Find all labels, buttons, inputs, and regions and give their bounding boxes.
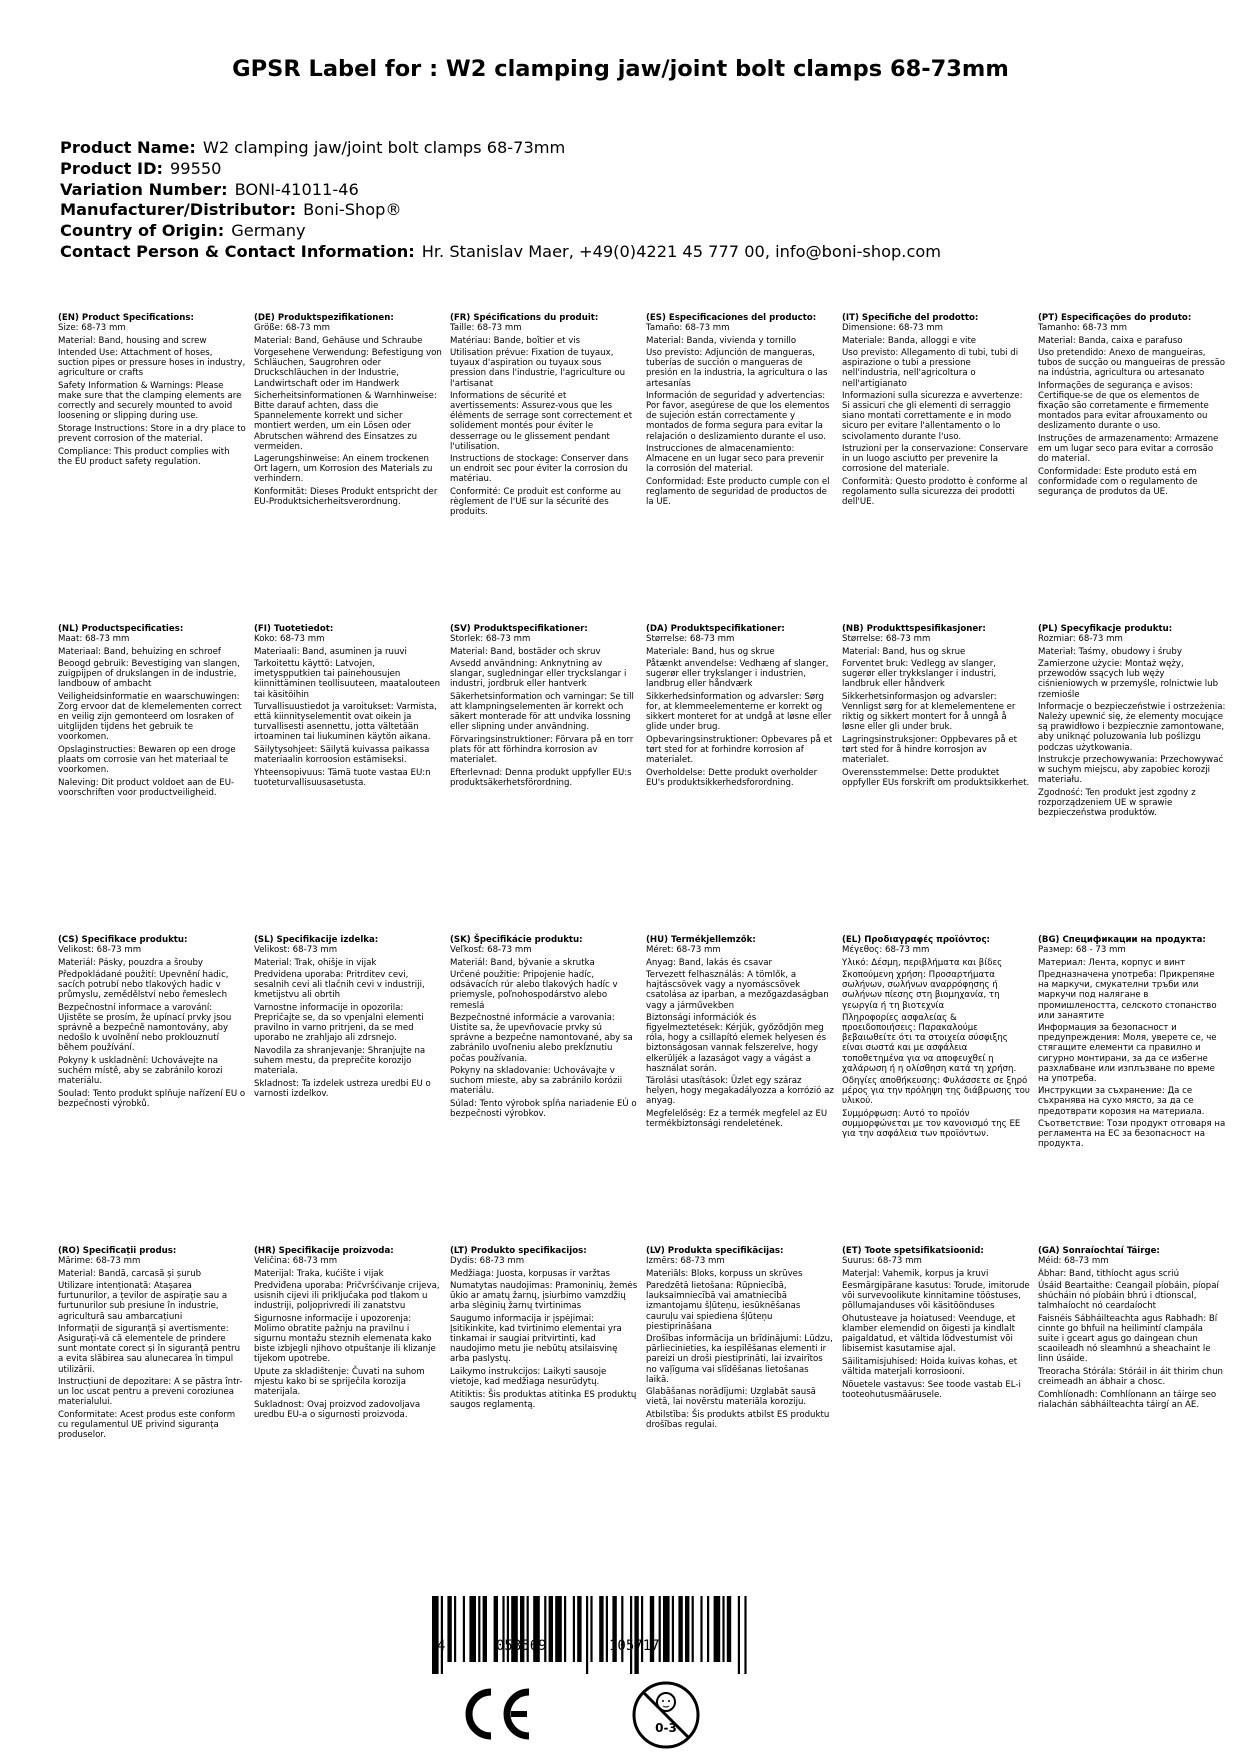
spec-block-ro xyxy=(58,1246,246,1443)
spec-paragraph: Pokyny na skladovanie: Uchovávajte v suchom mieste, aby sa zabránilo korózii materiálu. xyxy=(450,1066,623,1097)
spec-paragraph: Velikost: 68-73 mm xyxy=(58,945,142,956)
spec-paragraph: Materiál: Band, bývanie a skrutka xyxy=(450,957,595,968)
spec-block-header: (IT) Specifiche del prodotto: xyxy=(842,313,979,323)
spec-block-bg xyxy=(1038,935,1226,1152)
spec-paragraph: Beoogd gebruik: Bevestiging van slangen, zuigpijpen of drukslangen in de industrie, landbouw of ambacht xyxy=(58,659,240,690)
spec-paragraph: Conformidad: Este producto cumple con el reglamento de seguridad de productos de la UE. xyxy=(646,476,830,508)
barcode-bar xyxy=(573,1596,575,1662)
spec-paragraph: Υλικό: Δέσμη, περιβλήματα και βίδες xyxy=(842,957,1003,968)
spec-block-header: (DA) Produktspecifikationer: xyxy=(646,624,785,634)
spec-paragraph: Treoracha Stórála: Stóráil in áit thirim chun creimeadh an ábhair a chosc. xyxy=(1038,1367,1224,1388)
info-row-product-id xyxy=(60,159,941,180)
spec-paragraph: Størrelse: 68-73 mm xyxy=(842,634,931,645)
info-value: Germany xyxy=(231,221,306,241)
barcode-bar xyxy=(483,1596,487,1662)
spec-paragraph: Zgodność: Ten produkt jest zgodny z rozporządzeniem UE w sprawie bezpieczeństwa produktów. xyxy=(1038,787,1196,819)
spec-block-header: (FI) Tuotetiedot: xyxy=(254,624,334,634)
spec-paragraph: Skladnost: Ta izdelek ustreza uredbi EU o varnosti izdelkov. xyxy=(254,1078,431,1099)
spec-paragraph: Materiale: Band, hus og skrue xyxy=(646,646,775,657)
barcode-bar xyxy=(678,1596,682,1662)
spec-paragraph: Material: Bandă, carcasă și șurub xyxy=(58,1268,202,1279)
spec-paragraph: Material: Band, bostäder och skruv xyxy=(450,646,601,657)
spec-block-ga xyxy=(1038,1246,1226,1412)
spec-paragraph: Utilizare intenționată: Atașarea furtunurilor, a țevilor de aspirație sau a furtunurilor sub presiune în industrie, agricultură sau ambarcațiuni xyxy=(58,1281,228,1322)
spec-paragraph: Material: Trak, ohišje in vijak xyxy=(254,957,377,968)
spec-paragraph: Medžiaga: Juosta, korpusas ir varžtas xyxy=(450,1268,610,1279)
spec-paragraph: Materijal: Traka, kućište i vijak xyxy=(254,1268,384,1279)
spec-paragraph: Storage Instructions: Store in a dry place to prevent corrosion of the material. xyxy=(58,423,246,445)
spec-paragraph: Säkerhetsinformation och varningar: Se till att klampningselementen är korrekt och säkert monterade för att undvika lossning eller slipning under användning. xyxy=(450,692,634,733)
spec-paragraph: Overholdelse: Dette produkt overholder EU's produktsikkerhedsforordning. xyxy=(646,767,818,788)
ean-barcode xyxy=(430,1596,747,1674)
spec-paragraph: Sigurnosne informacije i upozorenja: Molimo obratite pažnju na pravilnu i sigurnu montažu steznih elemenata kako biste izbjegli njihovo otpuštanje ili klizanje tijekom upotrebe. xyxy=(254,1314,436,1365)
spec-paragraph: Faisnéis Sábháilteachta agus Rabhadh: Bí cinnte go bhfuil na heilimintí clampála suite i gceart agus go daingean chun scaoileadh nó sleamhnú a sheachaint le linn úsáide. xyxy=(1038,1314,1218,1365)
spec-paragraph: Información de seguridad y advertencias: Por favor, asegúrese de que los elementos de sujeción están correctamente y montados de forma segura para evitar la relajación o deslizamiento durante el uso. xyxy=(646,391,830,442)
spec-paragraph: Rozmiar: 68-73 mm xyxy=(1038,634,1123,645)
spec-paragraph: Material: Banda, vivienda y tornillo xyxy=(646,335,797,346)
spec-paragraph: Tárolási utasítások: Üzlet egy száraz helyen, hogy megakadályozza a korrózió az anyag. xyxy=(646,1076,834,1107)
spec-paragraph: Materiał: Taśmy, obudowy i śruby xyxy=(1038,646,1182,657)
spec-paragraph: Overensstemmelse: Dette produktet oppfyller EUs forskrift om produktsikkerhet. xyxy=(842,767,1030,788)
info-row-variation-number xyxy=(60,180,941,201)
product-info xyxy=(60,138,941,263)
spec-paragraph: Taille: 68-73 mm xyxy=(450,323,522,334)
spec-paragraph: Megfelelőség: Ez a termék megfelel az EU termékbiztonsági rendeletének. xyxy=(646,1109,828,1130)
spec-paragraph: Tervezett felhasználás: A tömlők, a hajtáscsövek vagy a nyomáscsövek csatolása az iparban, a mezőgazdaságban vagy a járművekben xyxy=(646,970,829,1011)
spec-paragraph: Инструкции за съхранение: Да се съхранява на сухо място, за да се предотврати корозия на материала. xyxy=(1038,1086,1205,1117)
spec-paragraph: Opslaginstructies: Bewaren op een droge plaats om corrosie van het materiaal te voorkomen. xyxy=(58,745,236,776)
info-row-manufacturer xyxy=(60,200,941,221)
spec-paragraph: Materiale: Banda, alloggi e vite xyxy=(842,335,977,346)
spec-paragraph: Numatytas naudojimas: Pramoninių, žemės ūkio ar amatų žarnų, įsiurbimo vamzdžių arba slėginių žarnų tvirtinimas xyxy=(450,1281,638,1312)
barcode-bar xyxy=(707,1596,709,1662)
barcode-bar xyxy=(478,1596,480,1662)
barcode-bar xyxy=(590,1596,592,1662)
spec-block-header: (HU) Termékjellemzők: xyxy=(646,935,756,945)
spec-paragraph: Yhteensopivuus: Tämä tuote vastaa EU:n tuoteturvallisuusasetusta. xyxy=(254,767,431,788)
spec-paragraph: Förvaringsinstruktioner: Förvara på en torr plats för att förhindra korrosion av materialet. xyxy=(450,734,634,766)
spec-paragraph: Efterlevnad: Denna produkt uppfyller EU:s produktsäkerhetsförordning. xyxy=(450,767,632,788)
spec-paragraph: Material: Band, Gehäuse und Schraube xyxy=(254,335,423,346)
spec-paragraph: Conformitate: Acest produs este conform cu regulamentul UE privind siguranța produselor. xyxy=(58,1409,236,1441)
spec-paragraph: Předpokládané použití: Upevnění hadic, sacích potrubí nebo tlakových hadic v průmyslu, zemědělství nebo řemeslech xyxy=(58,970,229,1001)
spec-paragraph: Σκοπούμενη χρήση: Προσαρτήματα σωλήνων, σωλήνων αναρρόφησης ή σωλήνων πίεσης στη βιομηχανία, τη γεωργία ή τη βιοτεχνία xyxy=(842,970,1000,1011)
spec-paragraph: Méid: 68-73 mm xyxy=(1038,1256,1109,1267)
barcode-bar xyxy=(692,1596,694,1662)
spec-block-header: (BG) Спецификации на продукта: xyxy=(1038,935,1206,945)
spec-paragraph: Forventet bruk: Vedlegg av slanger, sugerør eller trykkslanger i industri, landbruk eller håndverk xyxy=(842,659,997,690)
spec-block-header: (ES) Especificaciones del producto: xyxy=(646,313,817,323)
spec-block-en xyxy=(58,313,246,469)
spec-block-header: (NL) Productspecificaties: xyxy=(58,624,184,634)
spec-paragraph: Πληροφορίες ασφαλείας & προειδοποιήσεις: Παρακαλούμε βεβαιωθείτε ότι τα στοιχεία σύσφιξης είναι σωστά και με ασφάλεια τοποθετημένα για να αποφευχθεί η χαλάρωση ή η ολίσθηση κατά τη χρήση. xyxy=(842,1013,1017,1074)
spec-paragraph: Instructions de stockage: Conserver dans un endroit sec pour éviter la corrosion du matériau. xyxy=(450,454,629,485)
spec-paragraph: Μέγεθος: 68-73 mm xyxy=(842,945,930,956)
barcode-bar xyxy=(555,1596,562,1662)
spec-block-header: (EL) Προδιαγραφές προϊόντος: xyxy=(842,935,990,945)
spec-paragraph: Avsedd användning: Anknytning av slangar, sugledningar eller tryckslangar i industri, jordbruk eller hantverk xyxy=(450,659,627,690)
spec-paragraph: Dimensione: 68-73 mm xyxy=(842,323,944,334)
barcode-bar xyxy=(454,1596,456,1662)
spec-paragraph: Súlad: Tento výrobok spĺňa nariadenie EÚ o bezpečnosti výrobkov. xyxy=(450,1098,637,1119)
spec-block-it xyxy=(842,313,1030,510)
spec-paragraph: Lagringsinstruksjoner: Oppbevares på et tørt sted for å hindre korrosjon av materialet. xyxy=(842,734,1018,766)
spec-block-et xyxy=(842,1246,1030,1402)
spec-paragraph: Biztonsági információk és figyelmeztetések: Kérjük, győződjön meg róla, hogy a csillapító elemek helyesen és biztonságosan vannak felszerelve, hogy elkerüljék a lazaságot vagy a vágást a használat során. xyxy=(646,1013,827,1074)
spec-block-lv xyxy=(646,1246,834,1433)
ce-mark-icon xyxy=(455,1684,537,1744)
barcode-bar xyxy=(432,1596,439,1674)
spec-paragraph: Съответствие: Този продукт отговаря на регламента на ЕС за безопасност на продукта. xyxy=(1038,1119,1226,1150)
spec-paragraph: Material: Band, housing and screw xyxy=(58,335,207,346)
spec-block-header: (SK) Špecifikácie produktu: xyxy=(450,935,583,945)
spec-paragraph: Lagerungshinweise: An einem trockenen Ort lagern, um Korrosion des Materials zu verhindern. xyxy=(254,454,433,485)
spec-paragraph: Größe: 68-73 mm xyxy=(254,323,331,334)
spec-block-de xyxy=(254,313,442,510)
spec-paragraph: Ábhar: Band, tithíocht agus scriú xyxy=(1038,1268,1180,1279)
spec-paragraph: Материал: Лента, корпус и винт xyxy=(1038,957,1186,968)
spec-block-header: (FR) Spécifications du produit: xyxy=(450,313,599,323)
spec-paragraph: Saugumo informacija ir įspėjimai: Įsitikinkite, kad tvirtinimo elementai yra tinkamai ir saugiai pritvirtinti, kad naudojimo metu jie nebūtų atsilaisvinę arba paslystų. xyxy=(450,1314,622,1365)
spec-paragraph: Zamierzone użycie: Montaż węży, przewodów ssących lub węży ciśnieniowych w przemyśle, rolnictwie lub rzemiośle xyxy=(1038,659,1219,700)
spec-paragraph: Информация за безопасност и предупреждения: Моля, уверете се, че стягащите елементи са правилно и сигурно монтирани, за да се избегне разхлабване или изплъзване по време на употреба. xyxy=(1038,1023,1217,1084)
spec-block-header: (PT) Especificações do produto: xyxy=(1038,313,1192,323)
spec-paragraph: Koko: 68-73 mm xyxy=(254,634,325,645)
spec-paragraph: Méret: 68-73 mm xyxy=(646,945,721,956)
spec-paragraph: Størrelse: 68-73 mm xyxy=(646,634,735,645)
spec-block-header: (CS) Specifikace produktu: xyxy=(58,935,188,945)
spec-block-nb xyxy=(842,624,1030,790)
barcode-bar xyxy=(744,1596,746,1674)
spec-paragraph: Veiligheidsinformatie en waarschuwingen: Zorg ervoor dat de klemelementen correct en veilig zijn gemonteerd om losraken of uitglijden tijdens het gebruik te voorkomen. xyxy=(58,692,242,743)
spec-block-da xyxy=(646,624,834,790)
barcode-bar xyxy=(463,1596,465,1662)
spec-block-lt xyxy=(450,1246,638,1412)
spec-paragraph: Suurus: 68-73 mm xyxy=(842,1256,922,1267)
spec-block-el xyxy=(842,935,1030,1142)
spec-block-fr xyxy=(450,313,638,520)
info-label: Contact Person & Contact Information: xyxy=(60,241,415,261)
barcode-digits-right: 105717 xyxy=(609,1638,660,1654)
barcode-bar xyxy=(727,1596,731,1662)
barcode-bar xyxy=(599,1596,603,1662)
spec-paragraph: Säilytysohjeet: Säilytä kuivassa paikassa materiaalin korroosion estämiseksi. xyxy=(254,745,430,766)
spec-block-header: (SV) Produktspecifikationer: xyxy=(450,624,588,634)
spec-paragraph: Uso previsto: Adjunción de mangueras, tuberías de succión o mangueras de presión en la industria, la agricultura o las artesanías xyxy=(646,348,828,389)
barcode-bar xyxy=(663,1596,670,1662)
spec-block-pl xyxy=(1038,624,1226,821)
spec-paragraph: Sikkerhedsinformation og advarsler: Sørg for, at klemmeelementerne er korrekt og sikkert monteret for at undgå at løsne eller glide under brug. xyxy=(646,692,832,733)
spec-block-header: (EN) Product Specifications: xyxy=(58,313,194,323)
spec-paragraph: Laikymo instrukcijos: Laikyti sausoje vietoje, kad medžiaga nesurūdytų. xyxy=(450,1367,607,1388)
spec-paragraph: Informazioni sulla sicurezza e avvertenze: Si assicuri che gli elementi di serraggio siano montati correttamente e in modo sicuro per evitare l'allentamento o lo scivolamento durante l'uso. xyxy=(842,391,1023,442)
spec-paragraph: Nõuetele vastavus: See toode vastab EL-i tooteohutusmäärusele. xyxy=(842,1379,1021,1400)
barcode-bar xyxy=(577,1596,581,1662)
info-value: W2 clamping jaw/joint bolt clamps 68-73mm xyxy=(202,138,566,157)
spec-paragraph: Informații de siguranță și avertismente: Asigurați-vă că elementele de prindere sunt montate corect și în siguranță pentru a evita slăbirea sau alunecarea în timpul utilizării. xyxy=(58,1324,241,1375)
spec-paragraph: Veličina: 68-73 mm xyxy=(254,1256,338,1267)
spec-block-header: (HR) Specifikacije proizvoda: xyxy=(254,1246,394,1256)
barcode-bar xyxy=(630,1596,632,1674)
barcode-bar xyxy=(685,1596,689,1662)
spec-paragraph: Úsáid Beartaithe: Ceangail píobáin, píopaí shúcháin nó píobáin bhrú i dtionscal, talmhaíocht nó ceardaíocht xyxy=(1038,1281,1219,1312)
barcode-digit-prefix: 4 xyxy=(437,1638,446,1654)
spec-paragraph: Atbilstība: Šis produkts atbilst ES produktu drošības regulai. xyxy=(646,1409,830,1430)
spec-block-es xyxy=(646,313,834,510)
spec-paragraph: Maat: 68-73 mm xyxy=(58,634,130,645)
info-value: BONI-41011-46 xyxy=(234,179,359,199)
spec-block-header: (GA) Sonraíochtaí Táirge: xyxy=(1038,1246,1160,1256)
info-row-product-name xyxy=(60,138,941,159)
spec-paragraph: Säilitamisjuhised: Hoida kuivas kohas, et vältida materjali korrosiooni. xyxy=(842,1356,1018,1378)
spec-paragraph: Tamaño: 68-73 mm xyxy=(646,323,730,334)
spec-paragraph: Ohutusteave ja hoiatused: Veenduge, et klamber elemendid on õigesti ja kindlalt paigaldatud, et vältida lõdvestumist või libisemist kasutamise ajal. xyxy=(842,1314,1016,1355)
spec-paragraph: Comhlíonadh: Comhlíonann an táirge seo rialachán sábháilteachta táirgí an AE. xyxy=(1038,1389,1217,1410)
age-label: 0-3 xyxy=(655,1721,677,1735)
barcode-bar xyxy=(714,1596,721,1662)
barcode-bar xyxy=(606,1596,608,1662)
spec-paragraph: Instrucciones de almacenamiento: Almacene en un lugar seco para prevenir la corrosión del material. xyxy=(646,444,824,475)
spec-paragraph: Predvidena uporaba: Pritrditev cevi, sesalnih cevi ali tlačnih cevi v industriji, kmetijstvu ali obrtih xyxy=(254,970,425,1001)
spec-block-sv xyxy=(450,624,638,790)
spec-paragraph: Vorgesehene Verwendung: Befestigung von Schläuchen, Saugrohren oder Druckschläuchen in der Industrie, Landwirtschaft oder im Handwerk xyxy=(254,348,442,389)
spec-paragraph: Tamanho: 68-73 mm xyxy=(1038,323,1127,334)
spec-paragraph: Οδηγίες αποθήκευσης: Φυλάσσετε σε ξηρό μέρος για την πρόληψη της διάβρωσης του υλικού. xyxy=(842,1076,1030,1107)
spec-block-header: (NB) Produkttspesifikasjoner: xyxy=(842,624,986,634)
spec-paragraph: Varnostne informacije in opozorila: Prepričajte se, da so vpenjalni elementi pravilno in varno pritrjeni, da se med uporabo ne zrahljajo ali zdrsnejo. xyxy=(254,1003,424,1044)
spec-paragraph: Påtænkt anvendelse: Vedhæng af slanger, sugerør eller trykslanger i industrien, landbrug eller håndværk xyxy=(646,659,829,690)
barcode-digits-left: 058569 xyxy=(496,1638,547,1654)
spec-paragraph: Atitiktis: Šis produktas atitinka ES produktų saugos reglamentą. xyxy=(450,1389,637,1410)
spec-paragraph: Materjal: Vahemik, korpus ja kruvi xyxy=(842,1268,989,1279)
spec-paragraph: Soulad: Tento produkt splňuje nařízení EU o bezpečnosti výrobků. xyxy=(58,1088,246,1109)
spec-paragraph: Instrucțiuni de depozitare: A se păstra într-un loc uscat pentru a preveni coroziunea materialului. xyxy=(58,1377,243,1408)
info-value: 99550 xyxy=(169,158,222,178)
spec-paragraph: Safety Information & Warnings: Please make sure that the clamping elements are correctly and securely mounted to avoid loosening or slipping during use. xyxy=(58,381,242,422)
spec-paragraph: Opbevaringsinstruktioner: Opbevares på et tørt sted for at forhindre korrosion af materialet. xyxy=(646,734,833,766)
spec-block-sk xyxy=(450,935,638,1122)
not-for-children-0-3-icon xyxy=(631,1680,701,1750)
spec-paragraph: Bezpečnostné informácie a varovania: Uistite sa, že upevňovacie prvky sú správne a bezpečne namontované, aby sa zabránilo uvoľneniu alebo prekĺznutiu počas používania. xyxy=(450,1013,633,1064)
spec-paragraph: Materiaali: Band, asuminen ja ruuvi xyxy=(254,646,407,657)
spec-block-header: (SL) Specifikacije izdelka: xyxy=(254,935,379,945)
barcode-bar xyxy=(722,1596,724,1662)
spec-paragraph: Dydis: 68-73 mm xyxy=(450,1256,525,1267)
spec-paragraph: Velikost: 68-73 mm xyxy=(254,945,338,956)
barcode-bar xyxy=(586,1596,588,1674)
spec-block-header: (LT) Produkto specifikacijos: xyxy=(450,1246,587,1256)
barcode-bar xyxy=(700,1596,702,1662)
barcode-bar xyxy=(441,1596,443,1674)
spec-block-header: (RO) Specificații produs: xyxy=(58,1246,177,1256)
spec-paragraph: Compliance: This product complies with the EU product safety regulation. xyxy=(58,446,230,467)
spec-paragraph: Intended Use: Attachment of hoses, suction pipes or pressure hoses in industry, agriculture or crafts xyxy=(58,348,246,379)
spec-block-sl xyxy=(254,935,442,1101)
spec-block-header: (PL) Specyfikacje produktu: xyxy=(1038,624,1173,634)
spec-paragraph: Určené použitie: Pripojenie hadíc, odsávacích rúr alebo tlakových hadíc v priemysle, poľnohospodárstvo alebo remeslá xyxy=(450,970,618,1011)
barcode-bar xyxy=(634,1596,638,1674)
spec-paragraph: Matériau: Bande, boîtier et vis xyxy=(450,335,581,346)
spec-paragraph: Izmērs: 68-73 mm xyxy=(646,1256,725,1267)
spec-paragraph: Navodila za shranjevanje: Shranjujte na suhem mestu, da preprečite korozijo materiala. xyxy=(254,1045,426,1077)
spec-block-pt xyxy=(1038,313,1226,500)
spec-paragraph: Anyag: Band, lakás és csavar xyxy=(646,957,773,968)
info-row-contact xyxy=(60,242,941,263)
spec-block-header: (DE) Produktspezifikationen: xyxy=(254,313,394,323)
spec-paragraph: Conformidade: Este produto está em conformidade com o regulamento de segurança de produtos da UE. xyxy=(1038,466,1198,497)
spec-paragraph: Veľkosť: 68-73 mm xyxy=(450,945,532,956)
spec-paragraph: Conformité: Ce produit est conforme au règlement de l'UE sur la sécurité des produits. xyxy=(450,487,621,518)
spec-paragraph: Bezpečnostní informace a varování: Ujistěte se prosím, že upínací prvky jsou správně a bezpečně namontovány, aby nedošlo k uvolnění nebo proklouznutí během používání. xyxy=(58,1003,232,1054)
spec-paragraph: Conformità: Questo prodotto è conforme al regolamento sulla sicurezza dei prodotti dell'UE. xyxy=(842,476,1028,508)
spec-paragraph: Informacje o bezpieczeństwie i ostrzeżenia: Należy upewnić się, że elementy mocujące są prawidłowo i bezpiecznie zamontowane, aby uniknąć poluzowania lub poślizgu podczas użytkowania. xyxy=(1038,702,1226,753)
barcode-bar xyxy=(447,1596,451,1662)
info-label: Country of Origin: xyxy=(60,221,225,241)
barcode-bar xyxy=(564,1596,566,1662)
spec-paragraph: Upute za skladištenje: Čuvati na suhom mjestu kako bi se spriječila korozija materijala. xyxy=(254,1367,425,1398)
spec-paragraph: Mărime: 68-73 mm xyxy=(58,1256,141,1267)
spec-paragraph: Paredzētā lietošana: Rūpniecībā, lauksaimniecībā vai amatniecībā izmantojamu šļūteņu, iesūknēšanas cauruļu vai spiediena šļūteņu piestiprināšana xyxy=(646,1281,801,1332)
info-label: Product ID: xyxy=(60,158,163,178)
spec-paragraph: Drošības informācija un brīdinājumi: Lūdzu, pārliecinieties, ka iespīlēšanas elementi ir pareizi un droši piestiprināti, lai izvairītos no vaļīguma vai slīdēšanas lietošanas laikā. xyxy=(646,1334,833,1385)
spec-paragraph: Material: Banda, caixa e parafuso xyxy=(1038,335,1183,346)
spec-paragraph: Naleving: Dit product voldoet aan de EU-voorschriften voor productveiligheid. xyxy=(58,777,235,798)
spec-block-header: (ET) Toote spetsifikatsioonid: xyxy=(842,1246,984,1256)
spec-paragraph: Tarkoitettu käyttö: Latvojen, imetyspputkien tai painehousujen kiinnittäminen teollisuuteen, maatalouteen tai käsitöihin xyxy=(254,659,441,700)
spec-paragraph: Instruções de armazenamento: Armazene em um lugar seco para evitar a corrosão do material. xyxy=(1038,434,1219,465)
spec-paragraph: Размер: 68 - 73 mm xyxy=(1038,945,1126,956)
spec-paragraph: Konformität: Dieses Produkt entspricht der EU-Produktsicherheitsverordnung. xyxy=(254,487,438,508)
info-value: Boni-Shop® xyxy=(303,200,402,220)
spec-paragraph: Istruzioni per la conservazione: Conservare in un luogo asciutto per prevenire la corrosione del materiale. xyxy=(842,444,1029,475)
spec-paragraph: Предназначена употреба: Прикрепяне на маркучи, смукателни тръби или маркучи под налягане в промишлеността, селското стопанство или занаятите xyxy=(1038,970,1217,1021)
spec-block-hr xyxy=(254,1246,442,1423)
spec-paragraph: Predviđena uporaba: Pričvršćivanje crijeva, usisnih cijevi ili priključaka pod tlakom u industriji, poljoprivredi ili zanatstvu xyxy=(254,1281,440,1312)
spec-block-header: (LV) Produkta specifikācijas: xyxy=(646,1246,784,1256)
info-row-country xyxy=(60,221,941,242)
spec-paragraph: Uso pretendido: Anexo de mangueiras, tubos de sucção ou mangueiras de pressão na indústria, agricultura ou artesanato xyxy=(1038,348,1225,379)
spec-paragraph: Storlek: 68-73 mm xyxy=(450,634,531,645)
spec-block-hu xyxy=(646,935,834,1132)
spec-paragraph: Sukladnost: Ovaj proizvod zadovoljava uredbu EU-a o sigurnosti proizvoda. xyxy=(254,1399,421,1420)
spec-paragraph: Material: Band, hus og skrue xyxy=(842,646,966,657)
spec-paragraph: Materiál: Pásky, pouzdra a šrouby xyxy=(58,957,204,968)
page-title: GPSR Label for : W2 clamping jaw/joint bolt clamps 68-73mm xyxy=(232,56,1009,82)
spec-paragraph: Utilisation prévue: Fixation de tuyaux, tuyaux d'aspiration ou tuyaux sous pression dans l'industrie, l'agriculture ou l'artisanat xyxy=(450,348,626,389)
spec-paragraph: Eesmärgipärane kasutus: Torude, imitorude või survevoolikute kinnitamine tööstuses, põllumajanduses või käsitöönduses xyxy=(842,1281,1030,1312)
spec-block-fi xyxy=(254,624,442,790)
spec-paragraph: Glabāšanas norādījumi: Uzglabāt sausā vietā, lai novērstu materiāla koroziju. xyxy=(646,1387,816,1408)
info-label: Manufacturer/Distributor: xyxy=(60,200,297,220)
info-label: Product Name: xyxy=(60,138,196,157)
spec-paragraph: Sikkerhetsinformasjon og advarsler: Vennligst sørg for at klemelementene er riktig og sikkert montert for å unngå å løsne eller gli under bruk. xyxy=(842,692,1016,733)
spec-paragraph: Size: 68-73 mm xyxy=(58,323,126,334)
barcode-bar xyxy=(738,1596,740,1674)
spec-paragraph: Materiaal: Band, behuizing en schroef xyxy=(58,646,221,657)
spec-paragraph: Pokyny k uskladnění: Uchovávejte na suchém místě, aby se zabránilo korozi materiálu. xyxy=(58,1056,223,1087)
barcode-bar xyxy=(672,1596,674,1662)
spec-paragraph: Συμμόρφωση: Αυτό το προϊόν συμμορφώνεται με τον κανονισμό της ΕΕ για την ασφάλεια των προϊόντων. xyxy=(842,1109,1021,1140)
barcode-bar xyxy=(549,1596,553,1662)
spec-block-nl xyxy=(58,624,246,801)
spec-paragraph: Informations de sécurité et avertissements: Assurez-vous que les éléments de serrage sont correctement et solidement montés pour éviter le desserrage ou le glissement pendant l'utilisation. xyxy=(450,391,633,452)
spec-paragraph: Informações de segurança e avisos: Certifique-se de que os elementos de fixação são corretamente e firmemente montados para evitar afrouxamento ou deslizamento durante o uso. xyxy=(1038,381,1209,432)
barcode-bar xyxy=(469,1596,476,1662)
info-value: Hr. Stanislav Maer, +49(0)4221 45 777 00, info@boni-shop.com xyxy=(421,241,942,261)
spec-paragraph: Turvallisuustiedot ja varoitukset: Varmista, että kiinnityselementit ovat oikein ja turvallisesti asennettu, jotta vältetään irtoaminen tai liukuminen käytön aikana. xyxy=(254,702,437,743)
spec-block-cs xyxy=(58,935,246,1112)
spec-paragraph: Sicherheitsinformationen & Warnhinweise: Bitte darauf achten, dass die Spannelemente korrekt und sicher montiert werden, um ein Lösen oder Abrutschen während des Einsatzes zu vermeiden. xyxy=(254,391,437,452)
spec-paragraph: Uso previsto: Allegamento di tubi, tubi di aspirazione o tubi a pressione nell'industria, nell'agricoltura o nell'artigianato xyxy=(842,348,1019,389)
info-label: Variation Number: xyxy=(60,179,228,199)
spec-paragraph: Instrukcje przechowywania: Przechowywać w suchym miejscu, aby zapobiec korozji materiału. xyxy=(1038,755,1224,786)
spec-paragraph: Materiāls: Bloks, korpuss un skrūves xyxy=(646,1268,803,1279)
